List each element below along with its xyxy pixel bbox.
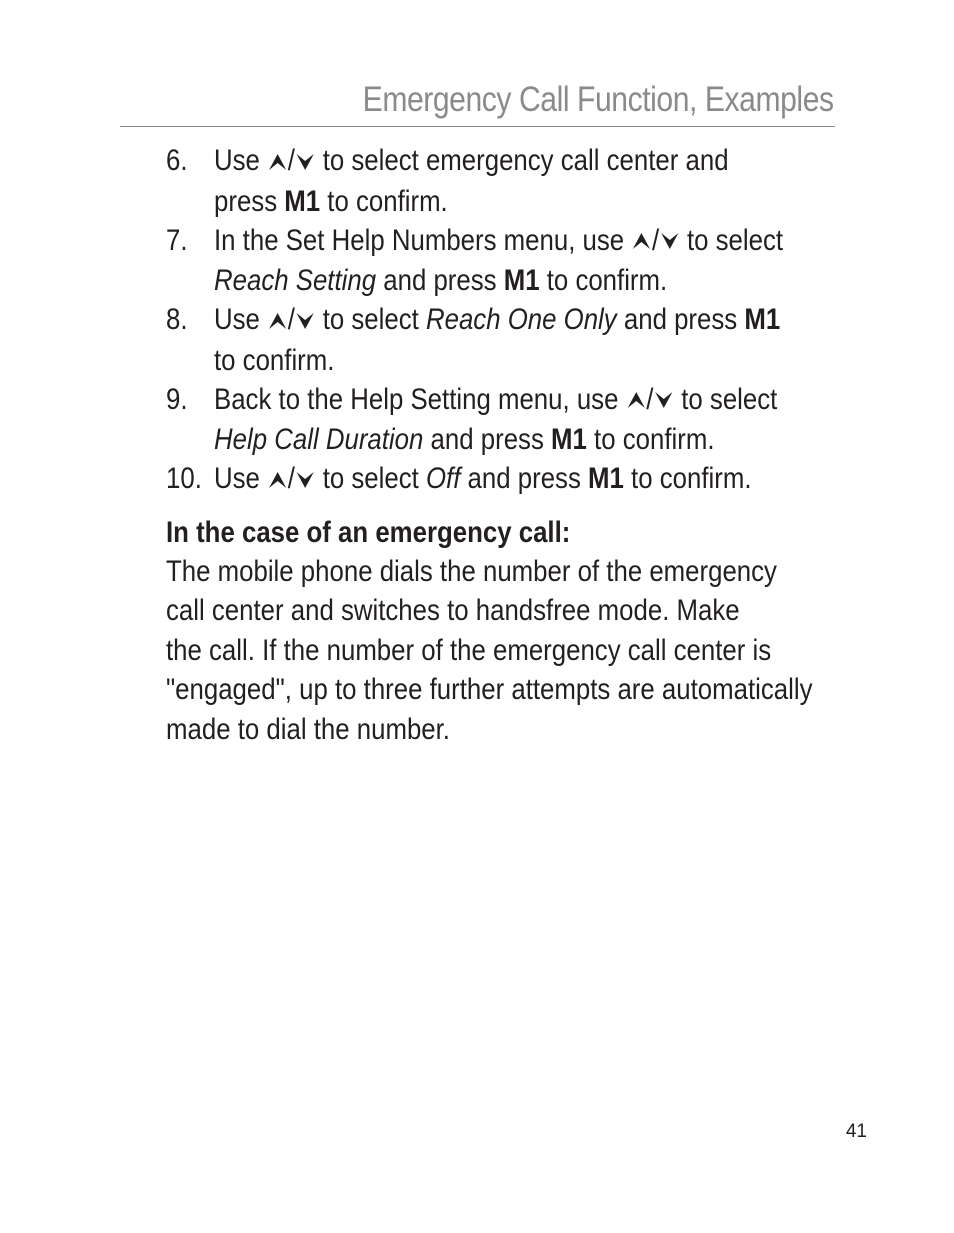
step-text-segment: and press (623, 303, 738, 337)
page-content (166, 141, 856, 749)
up-arrow-icon (268, 302, 287, 341)
list-item (166, 459, 856, 500)
step-text-segment: Use (214, 462, 260, 496)
step-text-segment: to select (322, 303, 419, 337)
step-text-segment: to confirm. (327, 184, 448, 218)
step-text-segment: to select (686, 223, 784, 257)
key-label: M1 (551, 423, 587, 457)
step-text-segment: and press (383, 264, 497, 298)
up-arrow-icon (632, 222, 651, 261)
step-number: 9. (166, 382, 188, 416)
page-number: 41 (845, 1121, 867, 1142)
paragraph-line: made to dial the number. (166, 712, 450, 746)
menu-option-name: Help Call Duration (214, 423, 424, 457)
step-text-segment: Back to the Help Setting menu, use (214, 382, 619, 416)
down-arrow-icon (296, 143, 315, 182)
up-arrow-icon (268, 143, 287, 182)
menu-option-name: Reach One Only (425, 303, 617, 337)
step-text-segment: to confirm. (546, 264, 668, 298)
emergency-paragraph (166, 552, 813, 750)
step-number: 8. (166, 303, 188, 337)
step-text-segment: to confirm. (214, 343, 335, 377)
key-label: M1 (284, 184, 321, 218)
step-text-segment: to select (681, 382, 778, 416)
paragraph-line: call center and switches to handsfree mode. Make (166, 594, 740, 628)
down-arrow-icon (296, 302, 315, 341)
step-text-segment: to confirm. (594, 423, 715, 457)
step-text-segment: In the Set Help Numbers menu, use (214, 223, 625, 257)
title-divider (120, 126, 835, 127)
steps-list (166, 141, 856, 500)
list-item (166, 221, 856, 301)
down-arrow-icon (654, 381, 673, 420)
step-text-segment: Use (214, 144, 260, 177)
key-label: M1 (744, 303, 781, 337)
step-text-segment: to confirm. (631, 462, 752, 496)
down-arrow-icon (660, 222, 679, 261)
step-text: Use / to select emergency call center and press M1 to confirm. (214, 144, 729, 218)
key-label: M1 (588, 462, 624, 496)
key-label: M1 (503, 264, 540, 298)
list-item (166, 141, 856, 221)
step-number: 10. (166, 462, 202, 496)
menu-option-name: Off (425, 462, 461, 496)
paragraph-line: the call. If the number of the emergency call center is (166, 633, 772, 667)
step-text: Use / to select Reach One Only and press M1 to confirm. (214, 303, 781, 377)
step-text-segment: Use (214, 303, 260, 337)
list-item (166, 300, 856, 380)
up-arrow-icon (626, 381, 645, 420)
step-text-segment: to select (322, 462, 419, 496)
step-number: 7. (166, 223, 188, 257)
step-text-segment: press (214, 184, 278, 218)
step-text-segment: and press (467, 462, 581, 496)
step-text: In the Set Help Numbers menu, use / to select Reach Setting and press M1 to confirm. (214, 223, 784, 298)
paragraph-line: "engaged", up to three further attempts are automatically (166, 673, 813, 707)
step-text: Use / to select Off and press M1 to confirm. (214, 459, 766, 500)
step-number: 6. (166, 144, 188, 177)
list-item (166, 380, 856, 460)
page-title: Emergency Call Function, Examples (363, 80, 834, 119)
menu-option-name: Reach Setting (214, 264, 377, 298)
step-text-segment: and press (430, 423, 544, 457)
up-arrow-icon (268, 461, 287, 500)
step-text: Back to the Help Setting menu, use / to select Help Call Duration and press M1 to confirm. (214, 382, 778, 457)
paragraph-line: The mobile phone dials the number of the emergency (166, 554, 777, 588)
emergency-heading: In the case of an emergency call: (166, 515, 571, 549)
step-text-segment: to select emergency call center and (322, 144, 729, 177)
down-arrow-icon (296, 461, 315, 500)
